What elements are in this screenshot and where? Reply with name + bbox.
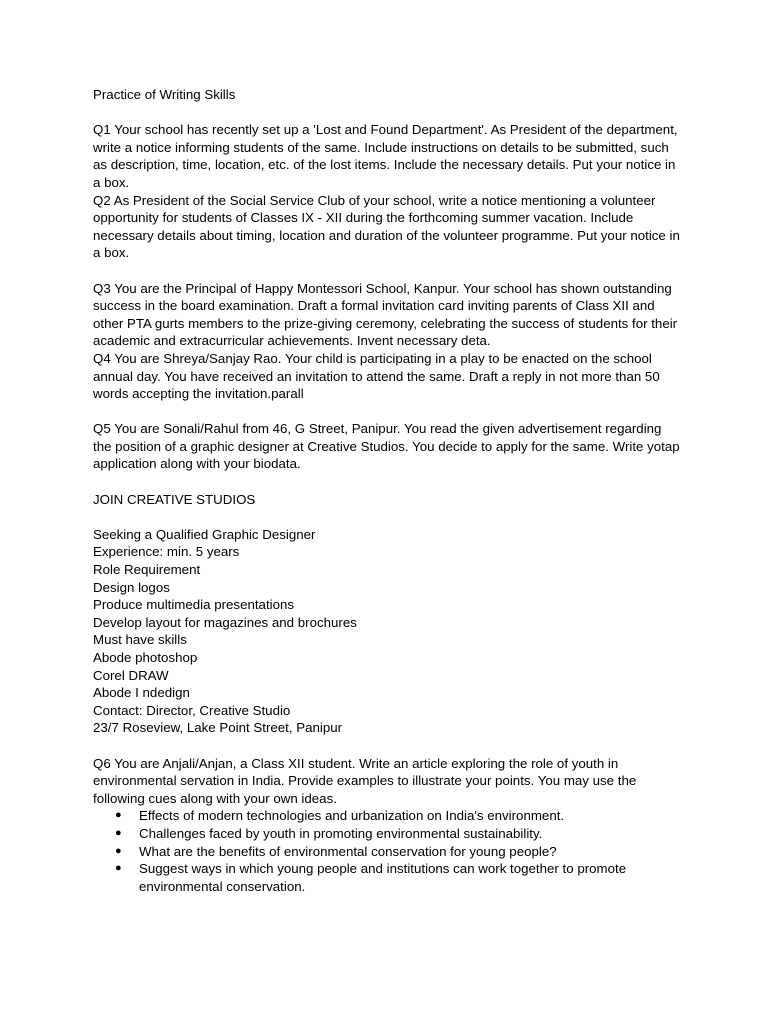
spacer [93,262,683,280]
spacer [93,403,683,421]
list-item [115,860,683,895]
list-item [115,843,683,861]
ad-line: 23/7 Roseview, Lake Point Street, Panipur [93,720,343,736]
question-1: Q1 Your school has recently set up a 'Lost and Found Department'. As President of the department, write a notice informing students of the same. Include instructions on details to be submitted, such as description, time, location, etc. of the lost items. Include the necessary details. Put your notice in a box. [93,122,678,190]
advertisement-heading: JOIN CREATIVE STUDIOS [93,491,256,507]
cue-text: Challenges faced by youth in promoting environmental sustainability. [139,825,543,841]
ad-line: Develop layout for magazines and brochures [93,614,357,630]
document-title: Practice of Writing Skills [93,87,236,102]
bullet-icon: ● [115,862,122,875]
question-3: Q3 You are the Principal of Happy Montessori School, Kanpur. Your school has shown outstanding success in the board examination. Draft a formal invitation card inviting parents of Class XII and other PTA gurts members to the prize-giving ceremony, celebrating the success of students for their academic and extracurricular achievements. Invent necessary deta. [93,280,678,349]
ad-line: Experience: min. 5 years [93,544,240,560]
ad-line: Abode I ndedign [93,685,190,701]
list-item [115,807,683,825]
question-4: Q4 You are Shreya/Sanjay Rao. Your child is participating in a play to be enacted on the school annual day. You have received an invitation to attend the same. Draft a reply in not more than 50 words accepting the invitation.parall [93,350,660,402]
spacer [93,737,683,755]
spacer [93,104,683,122]
cue-text: Effects of modern technologies and urbanization on India's environment. [139,808,565,824]
question-5: Q5 You are Sonali/Rahul from 46, G Street, Panipur. You read the given advertisement regarding the position of a graphic designer at Creative Studios. You decide to apply for the same. Write yotap application along with your biodata. [93,421,680,472]
ad-line: Produce multimedia presentations [93,597,295,613]
advertisement-body [93,526,683,737]
ad-line: Design logos [93,579,170,595]
ad-line: Contact: Director, Creative Studio [93,702,291,718]
document-page [93,86,683,895]
bullet-icon: ● [115,844,122,857]
list-item [115,825,683,843]
ad-line: Role Requirement [93,562,201,578]
ad-line: Seeking a Qualified Graphic Designer [93,526,316,542]
ad-line: Must have skills [93,632,187,648]
ad-line: Corel DRAW [93,667,169,683]
question-6: Q6 You are Anjali/Anjan, a Class XII student. Write an article exploring the role of youth in environmental servation in India. Provide examples to illustrate your points. You may use the following cues along with your own ideas. [93,755,637,806]
cue-text: Suggest ways in which young people and institutions can work together to promote environmental conservation. [139,861,627,894]
cue-list [93,807,683,895]
question-2: Q2 As President of the Social Service Club of your school, write a notice mentioning a volunteer opportunity for students of Classes IX - XII during the forthcoming summer vacation. Include necessary details about timing, location and duration of the volunteer programme. Put your notice in a box. [93,192,680,261]
spacer [93,473,683,491]
bullet-icon: ● [115,826,122,839]
spacer [93,508,683,526]
ad-line: Abode photoshop [93,650,198,665]
cue-text: What are the benefits of environmental conservation for young people? [139,843,557,859]
bullet-icon: ● [115,809,122,822]
